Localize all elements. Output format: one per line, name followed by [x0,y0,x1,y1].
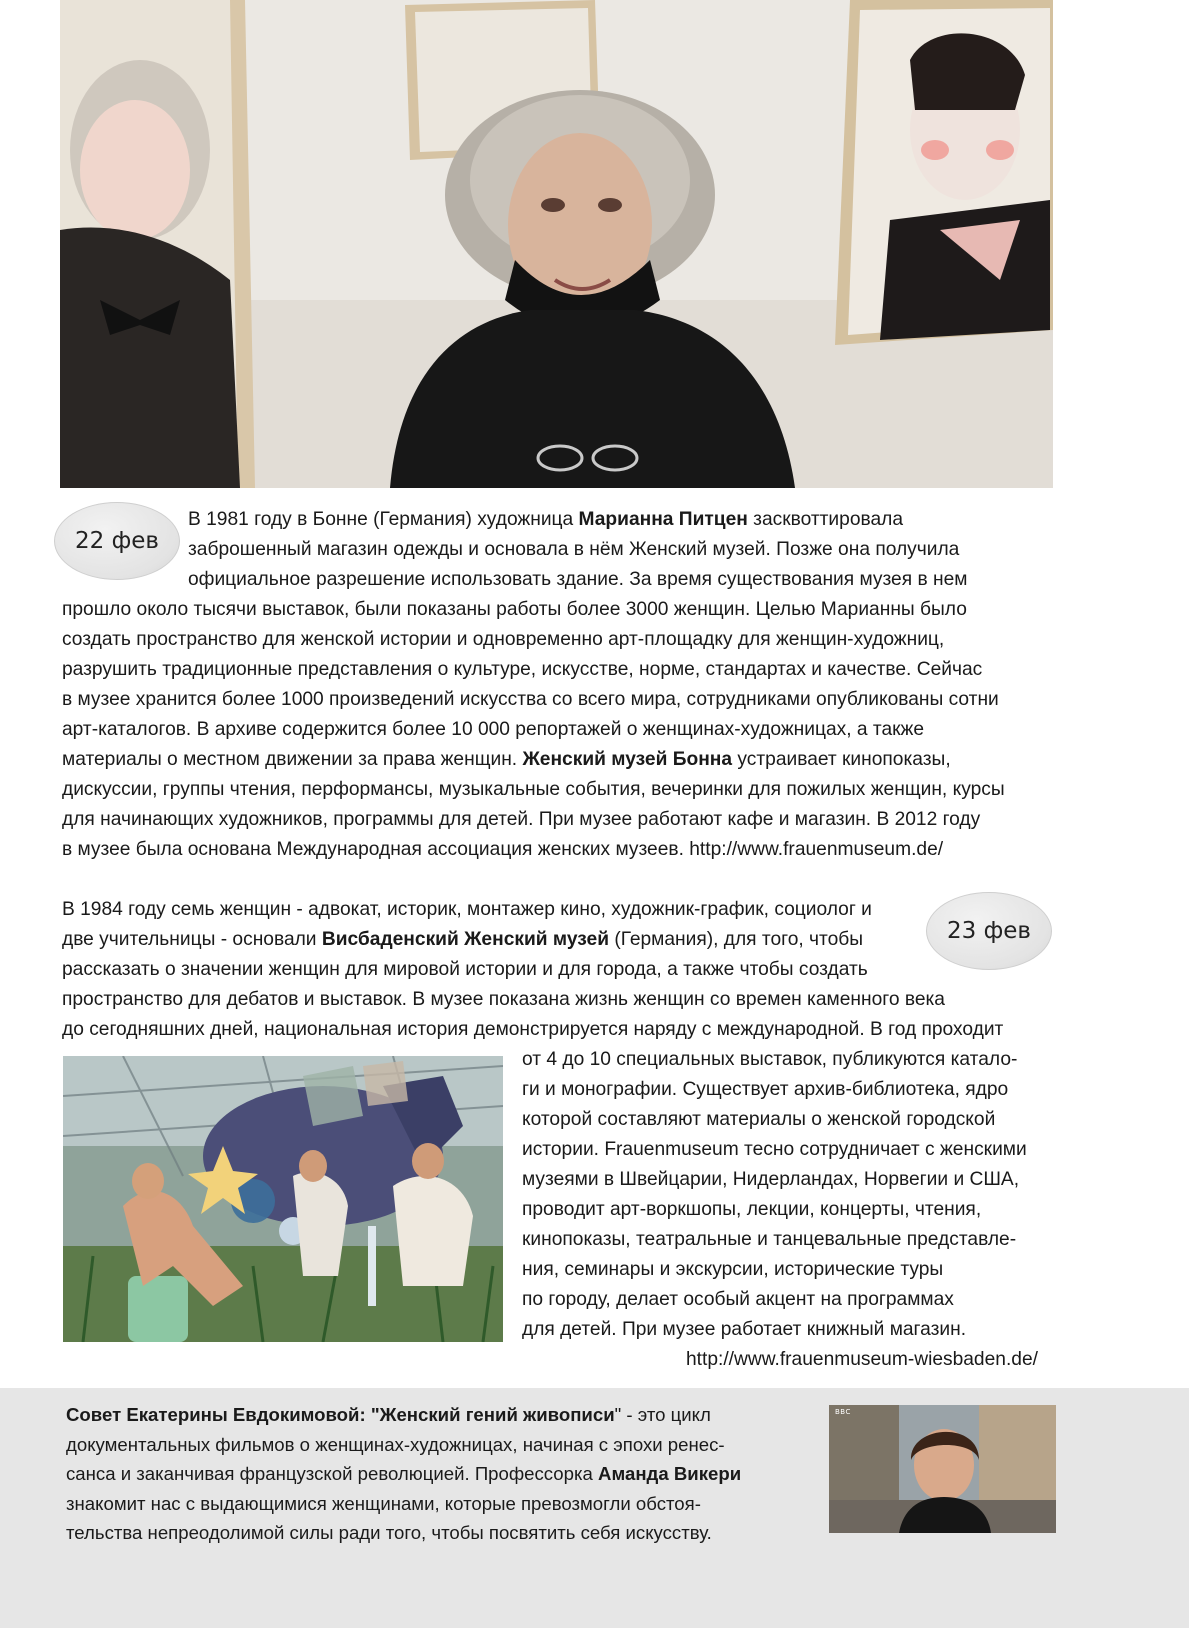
text-line: ги и монографии. Существует архив-библиотека, ядро [522,1079,1009,1100]
text-line: кинопоказы, театральные и танцевальные представле- [522,1229,1017,1250]
text-line: арт-каталогов. В архиве содержится более 10 000 репортажей о женщинах-художницах, а также [62,719,925,740]
text-line: прошло около тысячи выставок, были показаны работы более 3000 женщин. Целью Марианны было [62,599,967,620]
text-line: для детей. При музее работает книжный магазин. [522,1319,967,1340]
text-line: разрушить традиционные представления о культуре, искусстве, норме, стандартах и качестве. Сейчас [62,659,983,680]
text-line: рассказать о значении женщин для мировой истории и для города, а также чтобы создать [62,959,868,980]
date-label: 23 фев [947,918,1031,944]
text-line: проводит арт-воркшопы, лекции, концерты, чтения, [522,1199,982,1220]
text-line: в музее была основана Международная ассоциация женских музеев. http://www.frauenmuseum.de/ [62,839,944,860]
artist-photo-illustration [60,0,1053,488]
museum-name: Женский музей Бонна [522,749,733,770]
article2-top [62,895,1003,1045]
tip-text [66,1400,806,1548]
text-line: пространство для дебатов и выставок. В музее показана жизнь женщин со времен каменного века [62,989,945,1010]
tip-title: Совет Екатерины Евдокимовой: "Женский гений живописи [66,1404,615,1425]
text-line: знакомит нас с выдающимися женщинами, которые превозмогли обстоя- [66,1492,701,1514]
painting-illustration [63,1056,503,1342]
text-line: истории. Frauenmuseum тесно сотрудничает с женскими [522,1139,1027,1160]
museum-link[interactable]: http://www.frauenmuseum-wiesbaden.de/ [686,1349,1038,1370]
text-line: документальных фильмов о женщинах-художницах, начиная с эпохи ренес- [66,1433,725,1455]
text-line: дискуссии, группы чтения, перформансы, музыкальные события, вечеринки для пожилых женщин, курсы [62,779,1005,800]
text-line: создать пространство для женской истории и одновременно арт-площадку для женщин-художниц, [62,629,945,650]
text-line: В 1984 году семь женщин - адвокат, историк, монтажер кино, художник-график, социолог и [62,899,872,920]
text-line: для начинающих художников, программы для детей. При музее работают кафе и магазин. В 2012 году [62,809,981,830]
text-line: ния, семинары и экскурсии, исторические туры [522,1259,944,1280]
text-line: официальное разрешение использовать здание. За время существования музея в нем [188,569,968,590]
text-line: музеями в Швейцарии, Нидерландах, Норвегии и США, [522,1169,1020,1190]
person-name: Марианна Питцен [578,509,748,530]
text-line: которой составляют материалы о женской городской [522,1109,996,1130]
article1-body [62,595,1005,865]
text-line: материалы о местном движении за права женщин. Женский музей Бонна устраивает кинопоказы, [62,749,951,770]
article2-right [522,1045,1027,1345]
text-line: до сегодняшних дней, национальная история демонстрируется наряду с международной. В год проходит [62,1019,1004,1040]
text-line: В 1981 году в Бонне (Германия) художница Марианна Питцен засквоттировала [188,509,904,530]
text-line: в музее хранится более 1000 произведений искусства со всего мира, сотрудниками опубликованы сотни [62,689,999,710]
bbc-logo: BBC [835,1408,851,1416]
text-line: от 4 до 10 специальных выставок, публикуются катало- [522,1049,1018,1070]
documentary-still-illustration [829,1405,1056,1533]
text-line: две учительницы - основали Висбаденский Женский музей (Германия), для того, чтобы [62,929,864,950]
artist-photo [60,0,1053,488]
text-line: Совет Екатерины Евдокимовой: "Женский гений живописи" - это цикл [66,1404,711,1425]
text-line: по городу, делает особый акцент на программах [522,1289,954,1310]
documentary-still [829,1405,1056,1533]
text-line: санса и заканчивая французской революцией. Профессорка Аманда Викери [66,1463,742,1484]
date-badge [54,502,180,580]
museum-painting [63,1056,503,1342]
person-name: Аманда Викери [598,1463,742,1484]
museum-name: Висбаденский Женский музей [321,929,609,950]
article1-intro [188,505,967,595]
text-line: тельства непреодолимой силы ради того, чтобы посвятить себя искусству. [66,1522,712,1543]
date-label: 22 фев [75,528,159,554]
text-line: заброшенный магазин одежды и основала в нём Женский музей. Позже она получила [188,539,960,560]
